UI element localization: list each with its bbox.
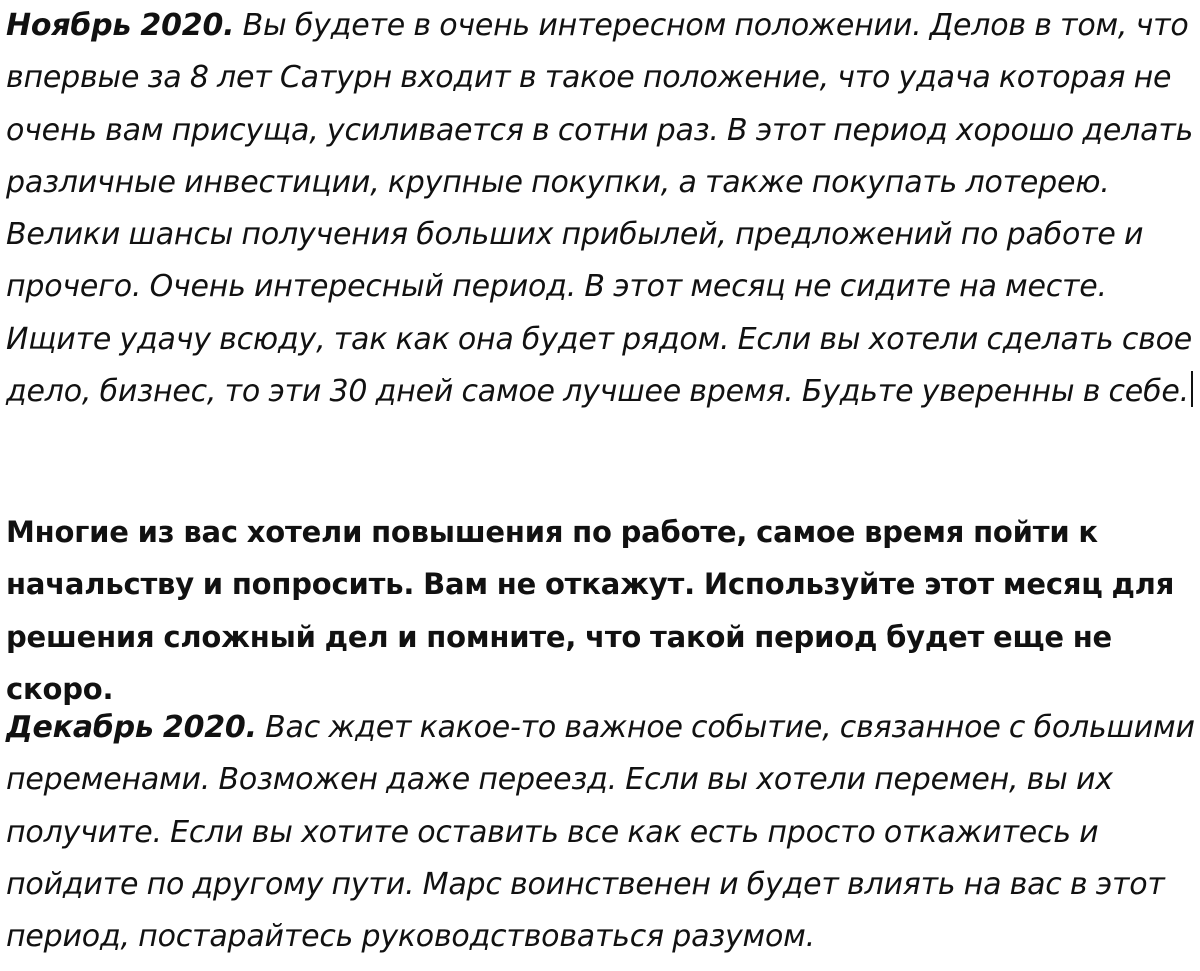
- paragraph-december-text: Вас ждет какое-то важное событие, связанное с большими переменами. Возможен даже переезд. Если вы хотели перемен, вы их получите. Если вы хотите оставить все как есть просто откажитесь и пойдите по другому пути. Марс воинственен и будет влиять на вас в этот период, постарайтесь руководствоваться разумом.: [6, 710, 1195, 955]
- month-heading-december: Декабрь 2020.: [6, 710, 257, 745]
- text-cursor: [1191, 371, 1193, 407]
- paragraph-promotion[interactable]: [6, 506, 1196, 715]
- paragraph-november-text: Вы будете в очень интересном положении. Делов в том, что впервые за 8 лет Сатурн входит в такое положение, что удача которая не очень вам присуща, усиливается в сотни раз. В этот период хорошо делать различные инвестиции, крупные покупки, а также покупать лотерею. Велики шансы получения больших прибылей, предложений по работе и прочего. Очень интересный период. В этот месяц не сидите на месте. Ищите удачу всюду, так как она будет рядом. Если вы хотели сделать свое дело, бизнес, то эти 30 дней самое лучшее время. Будьте уверенны в себе.: [6, 8, 1194, 410]
- paragraph-november[interactable]: [6, 0, 1196, 418]
- paragraph-december[interactable]: [6, 702, 1196, 963]
- month-heading-november: Ноябрь 2020.: [6, 8, 235, 43]
- paragraph-promotion-text: Многие из вас хотели повышения по работе, самое время пойти к начальству и попросить. Вам не откажут. Используйте этот месяц для решения сложный дел и помните, что такой период будет еще не скоро.: [6, 515, 1175, 706]
